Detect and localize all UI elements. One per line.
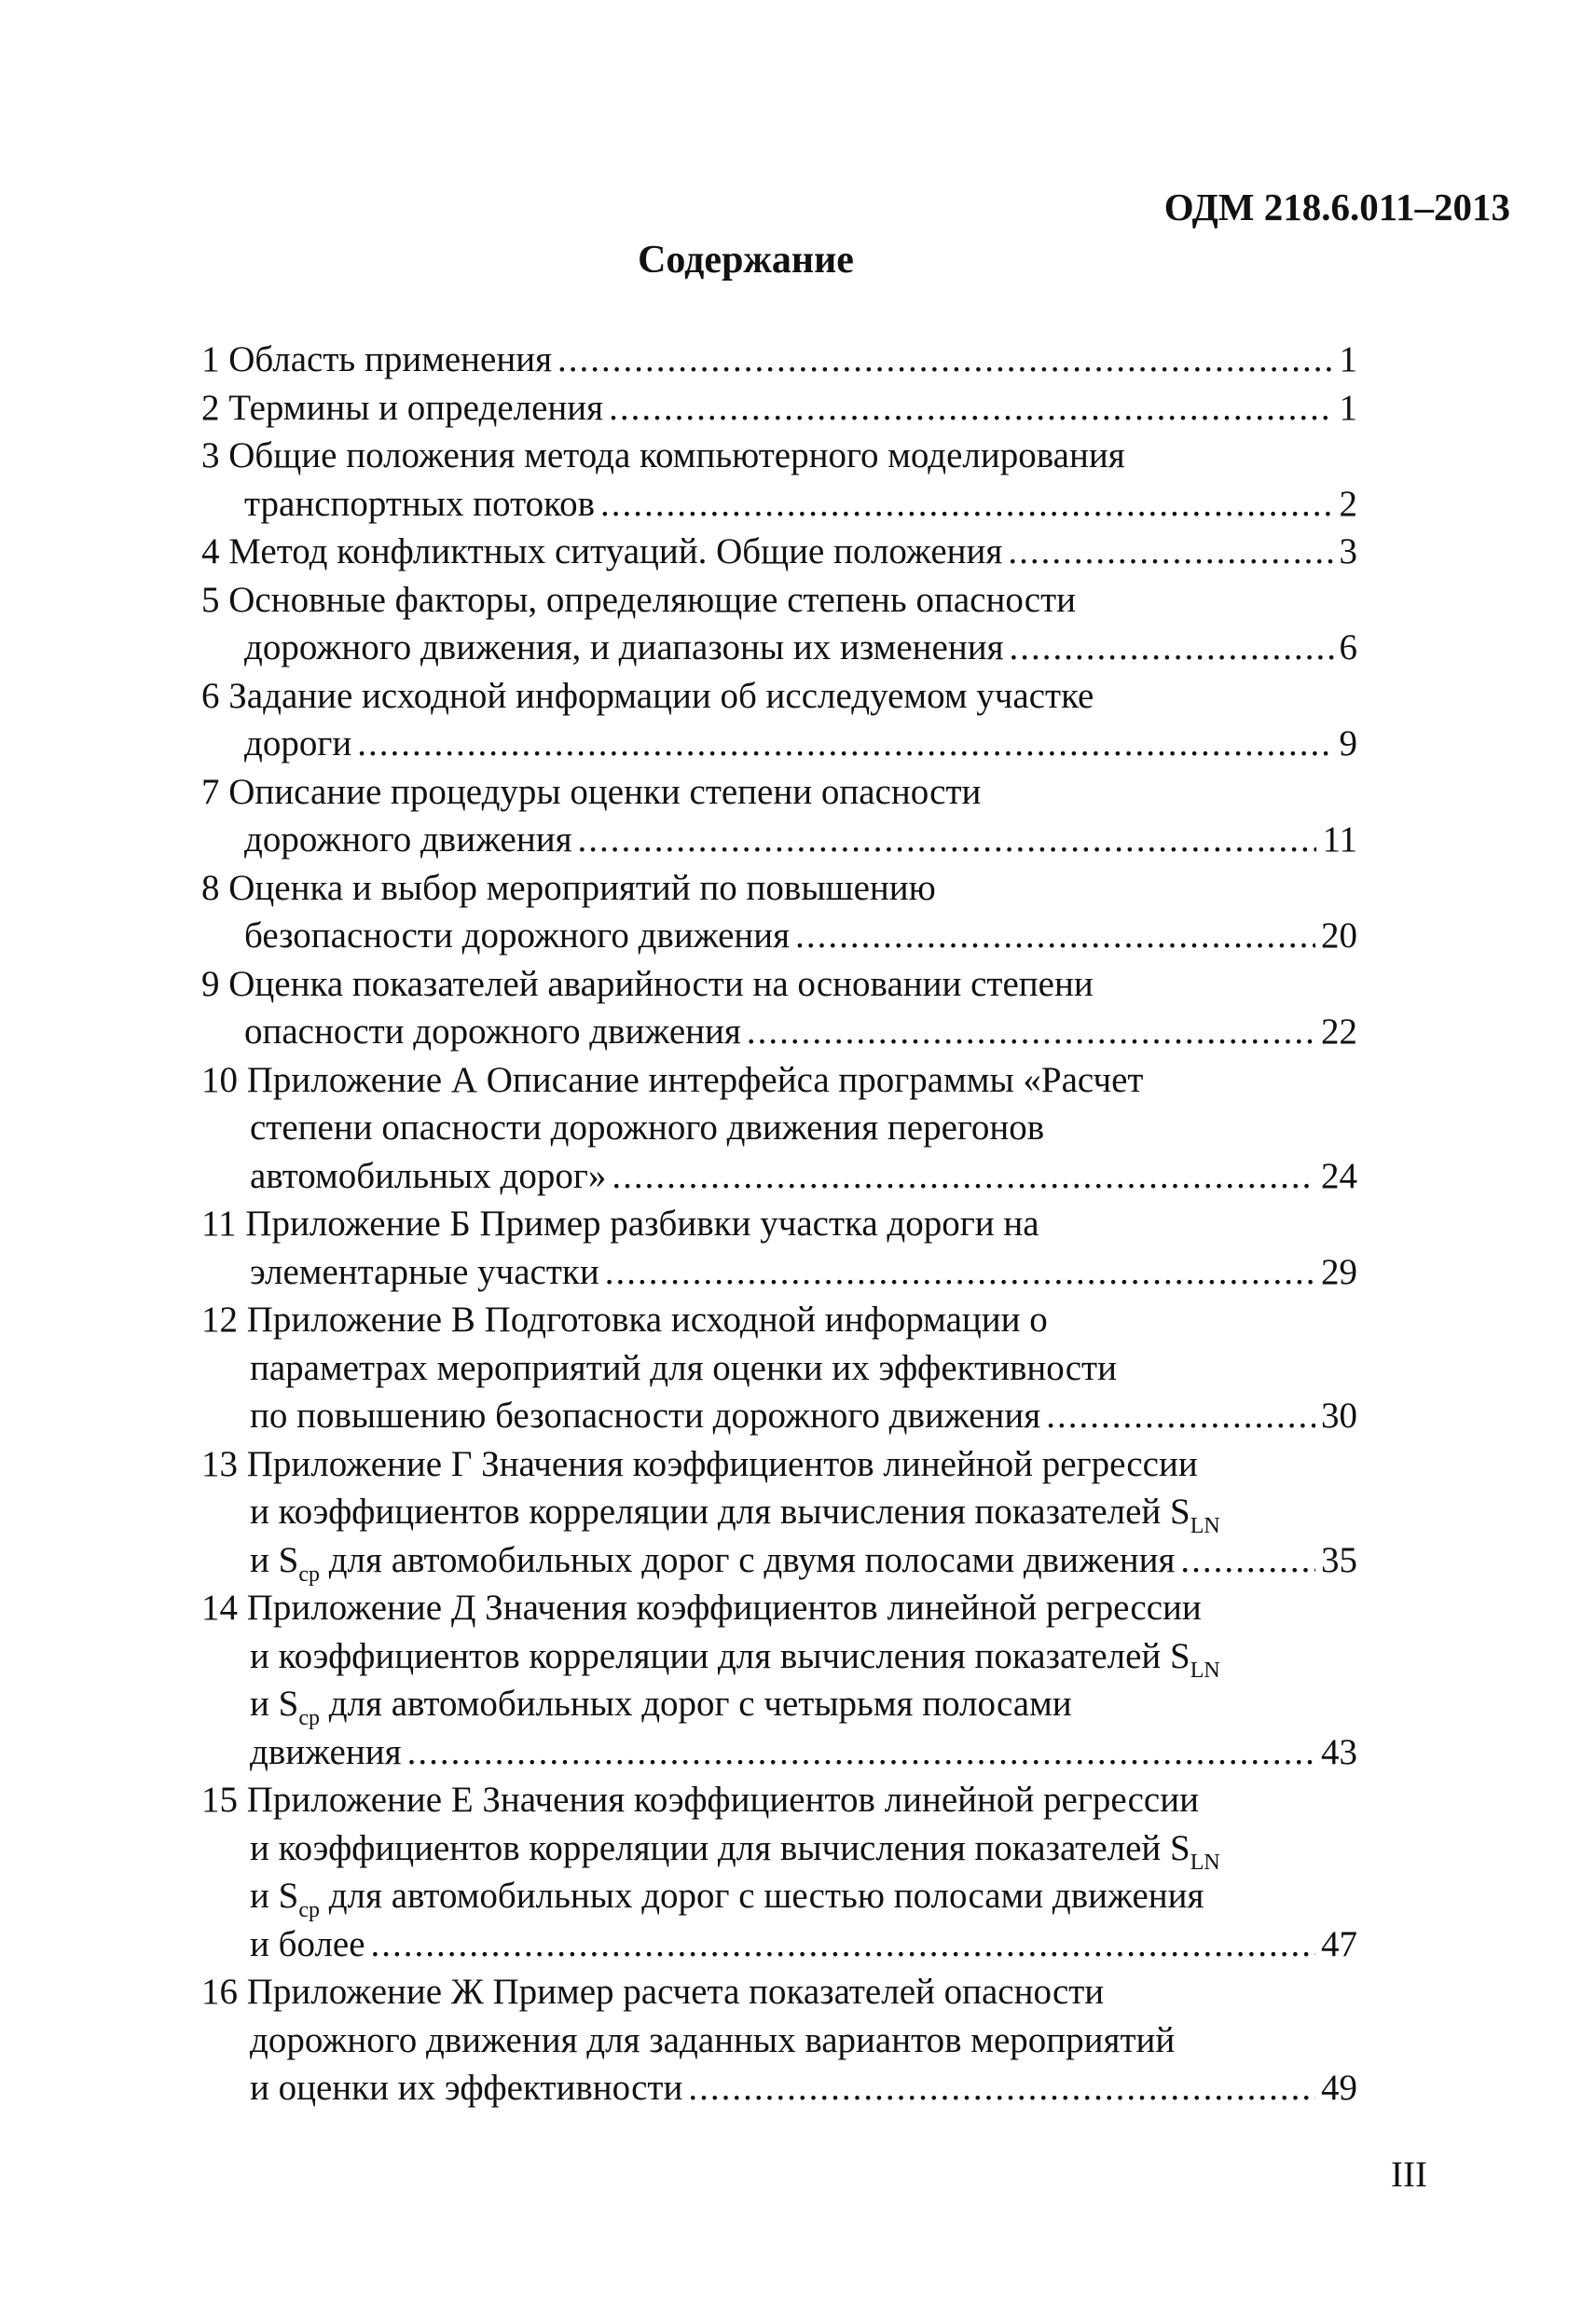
toc-entry-text: 7 Описание процедуры оценки степени опасности — [201, 771, 982, 812]
toc-entry-continuation[interactable] — [201, 912, 1357, 960]
subscript-ln: LN — [1190, 1658, 1220, 1683]
toc-entry-continuation[interactable] — [201, 720, 1357, 768]
toc-entry-text: 13 Приложение Г Значения коэффициентов линейной регрессии — [201, 1443, 1198, 1484]
dot-leader — [747, 1008, 1315, 1056]
toc-page-number: 49 — [1321, 2068, 1357, 2108]
toc-entry-continuation[interactable] — [201, 2064, 1357, 2112]
toc-page-number: 1 — [1339, 387, 1357, 428]
dot-leader — [371, 1920, 1315, 1969]
toc-entry-continuation[interactable] — [201, 1920, 1357, 1969]
toc-entry-text: степени опасности дорожного движения перегонов — [250, 1108, 1045, 1148]
toc-entry-text: и более — [250, 1923, 365, 1964]
toc-entry-text: дорожного движения — [244, 819, 572, 860]
toc-entry[interactable] — [201, 576, 1357, 625]
toc-page-number: 11 — [1322, 819, 1357, 860]
toc-page-number: 24 — [1321, 1155, 1357, 1196]
toc-entry-text: безопасности дорожного движения — [244, 915, 791, 956]
toc-entry-continuation — [201, 1824, 1357, 1873]
toc-entry-text-part: для автомобильных дорог с четырьмя полосами — [319, 1684, 1072, 1724]
toc-entry-continuation[interactable] — [201, 1728, 1357, 1777]
dot-leader — [1008, 528, 1333, 576]
toc-entry-text: 10 Приложение А Описание интерфейса программы «Расчет — [201, 1059, 1144, 1100]
toc-entry-text: по повышению безопасности дорожного движения — [250, 1396, 1041, 1436]
subscript-ln: LN — [1190, 1850, 1220, 1875]
subscript-sr: ср — [298, 1706, 320, 1730]
dot-leader — [357, 720, 1333, 768]
toc-page-number: 22 — [1321, 1012, 1357, 1052]
dot-leader — [1046, 1392, 1315, 1440]
toc-entry-text: опасности дорожного движения — [244, 1012, 741, 1052]
toc-entry-text: параметрах мероприятий для оценки их эффективности — [250, 1347, 1117, 1388]
toc-page-number: 29 — [1321, 1251, 1357, 1292]
toc-entry-continuation[interactable] — [201, 1248, 1357, 1297]
toc-entry-text: 5 Основные факторы, определяющие степень опасности — [201, 579, 1077, 620]
page-number: III — [1391, 2154, 1427, 2195]
toc-entry-text: и оценки их эффективности — [250, 2068, 683, 2108]
toc-entry[interactable] — [201, 1440, 1357, 1489]
toc-entry-continuation — [201, 1488, 1357, 1536]
dot-leader — [578, 816, 1317, 864]
toc-page-number: 20 — [1321, 915, 1357, 956]
toc-entry[interactable] — [201, 1296, 1357, 1344]
toc-entry-text: движения — [250, 1731, 402, 1772]
toc-entry-text: 1 Область применения — [201, 339, 553, 379]
toc-entry[interactable] — [201, 384, 1357, 433]
toc-entry-text-part: и S — [250, 1876, 299, 1916]
dot-leader — [605, 1248, 1315, 1297]
toc-entry-text: и коэффициентов корреляции для вычисления показателей S — [250, 1827, 1190, 1868]
toc-entry-continuation — [201, 1104, 1357, 1152]
toc-page-number: 47 — [1321, 1923, 1357, 1964]
toc-page-number: 6 — [1339, 627, 1357, 667]
toc-title: Содержание — [638, 239, 854, 282]
toc-entry-text: 11 Приложение Б Пример разбивки участка дороги на — [201, 1204, 1039, 1244]
toc-page-number: 2 — [1339, 483, 1357, 524]
toc-entry-continuation — [201, 1632, 1357, 1681]
dot-leader — [609, 384, 1333, 433]
toc-entry[interactable] — [201, 1056, 1357, 1105]
toc-entry-text: элементарные участки — [250, 1251, 599, 1292]
toc-entry-continuation — [201, 1872, 1357, 1920]
dot-leader — [600, 480, 1333, 529]
toc-entry-text: 2 Термины и определения — [201, 387, 604, 428]
toc-entry-text: 6 Задание исходной информации об исследуемом участке — [201, 675, 1094, 716]
toc-entry-continuation — [201, 2016, 1357, 2065]
toc-page-number: 1 — [1339, 339, 1357, 379]
toc-entry-continuation — [201, 1680, 1357, 1728]
toc-entry-continuation[interactable] — [201, 1392, 1357, 1440]
dot-leader — [795, 912, 1315, 960]
toc-entry[interactable] — [201, 1968, 1357, 2016]
toc-entry-continuation — [201, 1344, 1357, 1393]
toc-entry[interactable] — [201, 336, 1357, 384]
toc-entry-text-part: и S — [250, 1684, 299, 1724]
toc-entry[interactable] — [201, 432, 1357, 480]
toc-page-number: 35 — [1321, 1539, 1357, 1580]
toc-entry-text-part: и S — [250, 1539, 299, 1580]
dot-leader — [612, 1152, 1315, 1201]
toc-entry-text: 8 Оценка и выбор мероприятий по повышению — [201, 867, 936, 908]
toc-entry[interactable] — [201, 1200, 1357, 1248]
toc-entry-text: 3 Общие положения метода компьютерного моделирования — [201, 435, 1125, 475]
toc-entry-text: и коэффициентов корреляции для вычисления показателей S — [250, 1635, 1190, 1676]
toc-entry-continuation[interactable] — [201, 624, 1357, 672]
toc-entry-text: 15 Приложение Е Значения коэффициентов линейной регрессии — [201, 1780, 1199, 1820]
toc-entry-text: транспортных потоков — [244, 483, 596, 524]
toc-entry-text: 12 Приложение В Подготовка исходной информации о — [201, 1300, 1048, 1340]
toc-entry[interactable] — [201, 1776, 1357, 1824]
toc-entry-text: 16 Приложение Ж Пример расчета показателей опасности — [201, 1972, 1105, 2012]
toc-entry-continuation[interactable] — [201, 480, 1357, 529]
toc-entry[interactable] — [201, 768, 1357, 817]
toc-entry-continuation[interactable] — [201, 816, 1357, 864]
dot-leader — [1180, 1536, 1315, 1585]
toc-entry-text: дорожного движения для заданных вариантов мероприятий — [250, 2019, 1176, 2060]
toc-entry-text: 9 Оценка показателей аварийности на основании степени — [201, 963, 1094, 1004]
toc-entry[interactable] — [201, 528, 1357, 576]
toc-entry[interactable] — [201, 672, 1357, 721]
toc-page-number: 30 — [1321, 1396, 1357, 1436]
document-code: ОДМ 218.6.011–2013 — [1163, 186, 1510, 228]
toc-entry-continuation[interactable] — [201, 1536, 1357, 1585]
subscript-sr: ср — [298, 1898, 320, 1922]
dot-leader — [688, 2064, 1315, 2112]
toc-page-number: 9 — [1339, 723, 1357, 764]
toc-entry[interactable] — [201, 1584, 1357, 1632]
toc-entry-continuation[interactable] — [201, 1008, 1357, 1056]
toc-entry-text: дороги — [244, 723, 352, 764]
toc-entry-text: автомобильных дорог» — [250, 1155, 607, 1196]
table-of-contents — [201, 336, 1357, 2112]
toc-entry-text: и коэффициентов корреляции для вычисления показателей S — [250, 1492, 1190, 1532]
toc-entry[interactable] — [201, 960, 1357, 1009]
toc-entry-text-part: для автомобильных дорог с шестью полосами движения — [319, 1876, 1204, 1916]
toc-page-number: 3 — [1339, 531, 1357, 571]
toc-page-number: 43 — [1321, 1731, 1357, 1772]
toc-entry-text-part: для автомобильных дорог с двумя полосами движения — [319, 1539, 1176, 1580]
toc-entry-text: 14 Приложение Д Значения коэффициентов линейной регрессии — [201, 1588, 1202, 1628]
toc-entry[interactable] — [201, 864, 1357, 913]
dot-leader — [557, 336, 1333, 384]
toc-entry-text: дорожного движения, и диапазоны их изменения — [244, 627, 1004, 667]
subscript-sr: ср — [298, 1562, 320, 1587]
dot-leader — [1010, 624, 1334, 672]
toc-entry-text: 4 Метод конфликтных ситуаций. Общие положения — [201, 531, 1003, 571]
dot-leader — [407, 1728, 1315, 1777]
subscript-ln: LN — [1190, 1514, 1220, 1538]
toc-entry-continuation[interactable] — [201, 1152, 1357, 1201]
